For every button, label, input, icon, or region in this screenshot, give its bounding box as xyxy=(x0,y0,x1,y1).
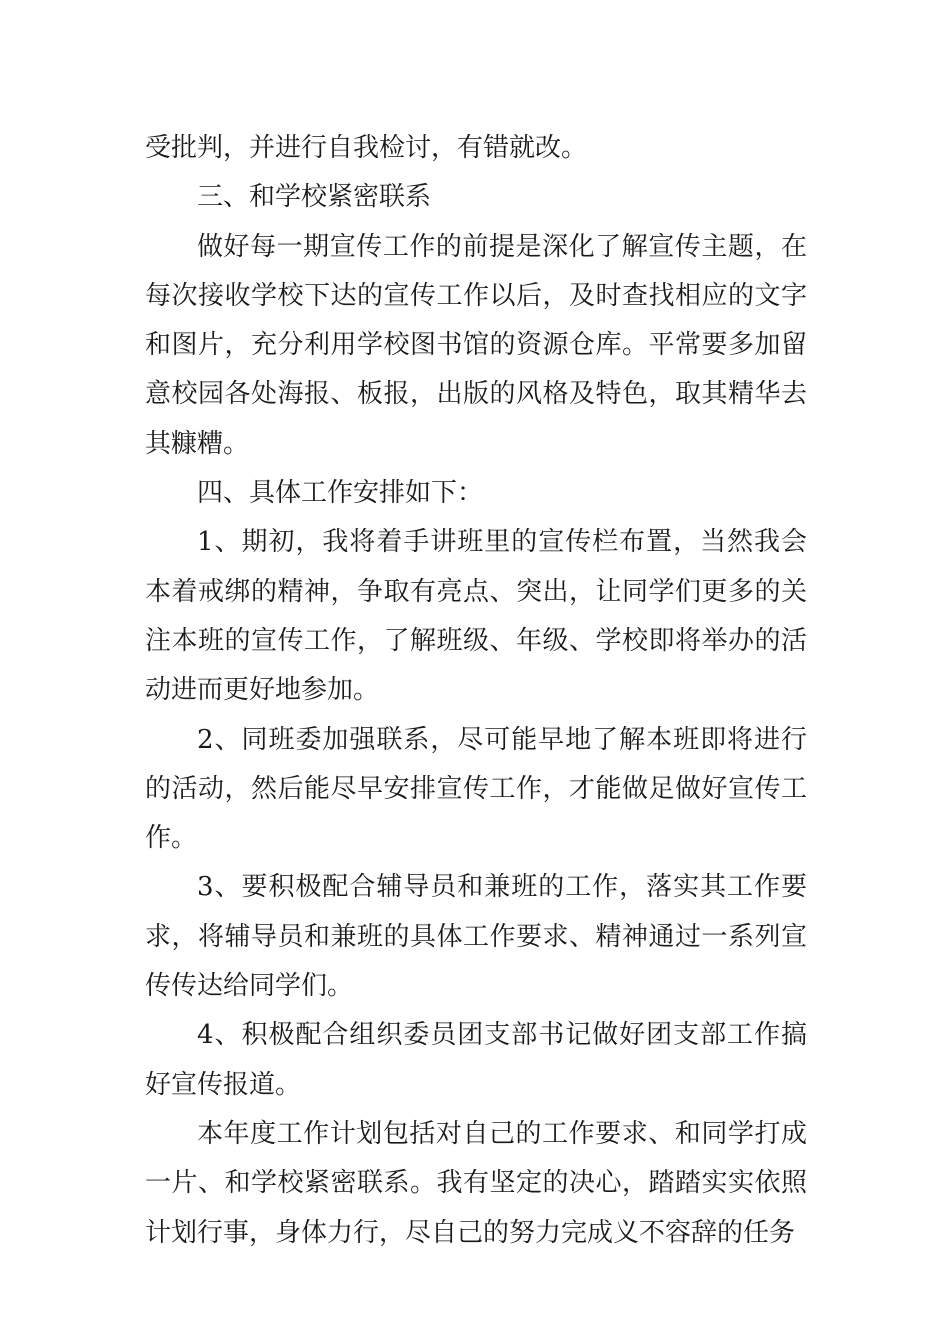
paragraph-publicity-research: 做好每一期宣传工作的前提是深化了解宣传主题，在每次接收学校下达的宣传工作以后，及时查找相应的文字和图片，充分利用学校图书馆的资源仓库。平常要多加留意校园各处海报、板报，出版的风格及特色，取其精华去其糠糟。 xyxy=(145,231,807,459)
list-item-3: 3、要积极配合辅导员和兼班的工作，落实其工作要求，将辅导员和兼班的具体工作要求、精神通过一系列宣传传达给同学们。 xyxy=(145,872,807,1002)
section-heading-work-arrangement: 四、具体工作安排如下： xyxy=(197,478,484,509)
list-item-1: 1、期初，我将着手讲班里的宣传栏布置，当然我会本着戒绑的精神，争取有亮点、突出，让同学们更多的关注本班的宣传工作，了解班级、年级、学校即将举办的活动进而更好地参加。 xyxy=(145,527,807,706)
document-body xyxy=(145,124,807,1258)
list-item-2: 2、同班委加强联系，尽可能早地了解本班即将进行的活动，然后能尽早安排宣传工作，才能做足做好宣传工作。 xyxy=(145,724,807,854)
list-item-4: 4、积极配合组织委员团支部书记做好团支部工作搞好宣传报道。 xyxy=(145,1020,807,1100)
paragraph-continuation: 受批判，并进行自我检讨，有错就改。 xyxy=(145,133,588,163)
section-heading-school-contact: 三、和学校紧密联系 xyxy=(197,182,432,213)
paragraph-summary: 本年度工作计划包括对自己的工作要求、和同学打成一片、和学校紧密联系。我有坚定的决心，踏踏实实依照计划行事，身体力行，尽自己的努力完成义不容辞的任务 xyxy=(145,1118,807,1248)
